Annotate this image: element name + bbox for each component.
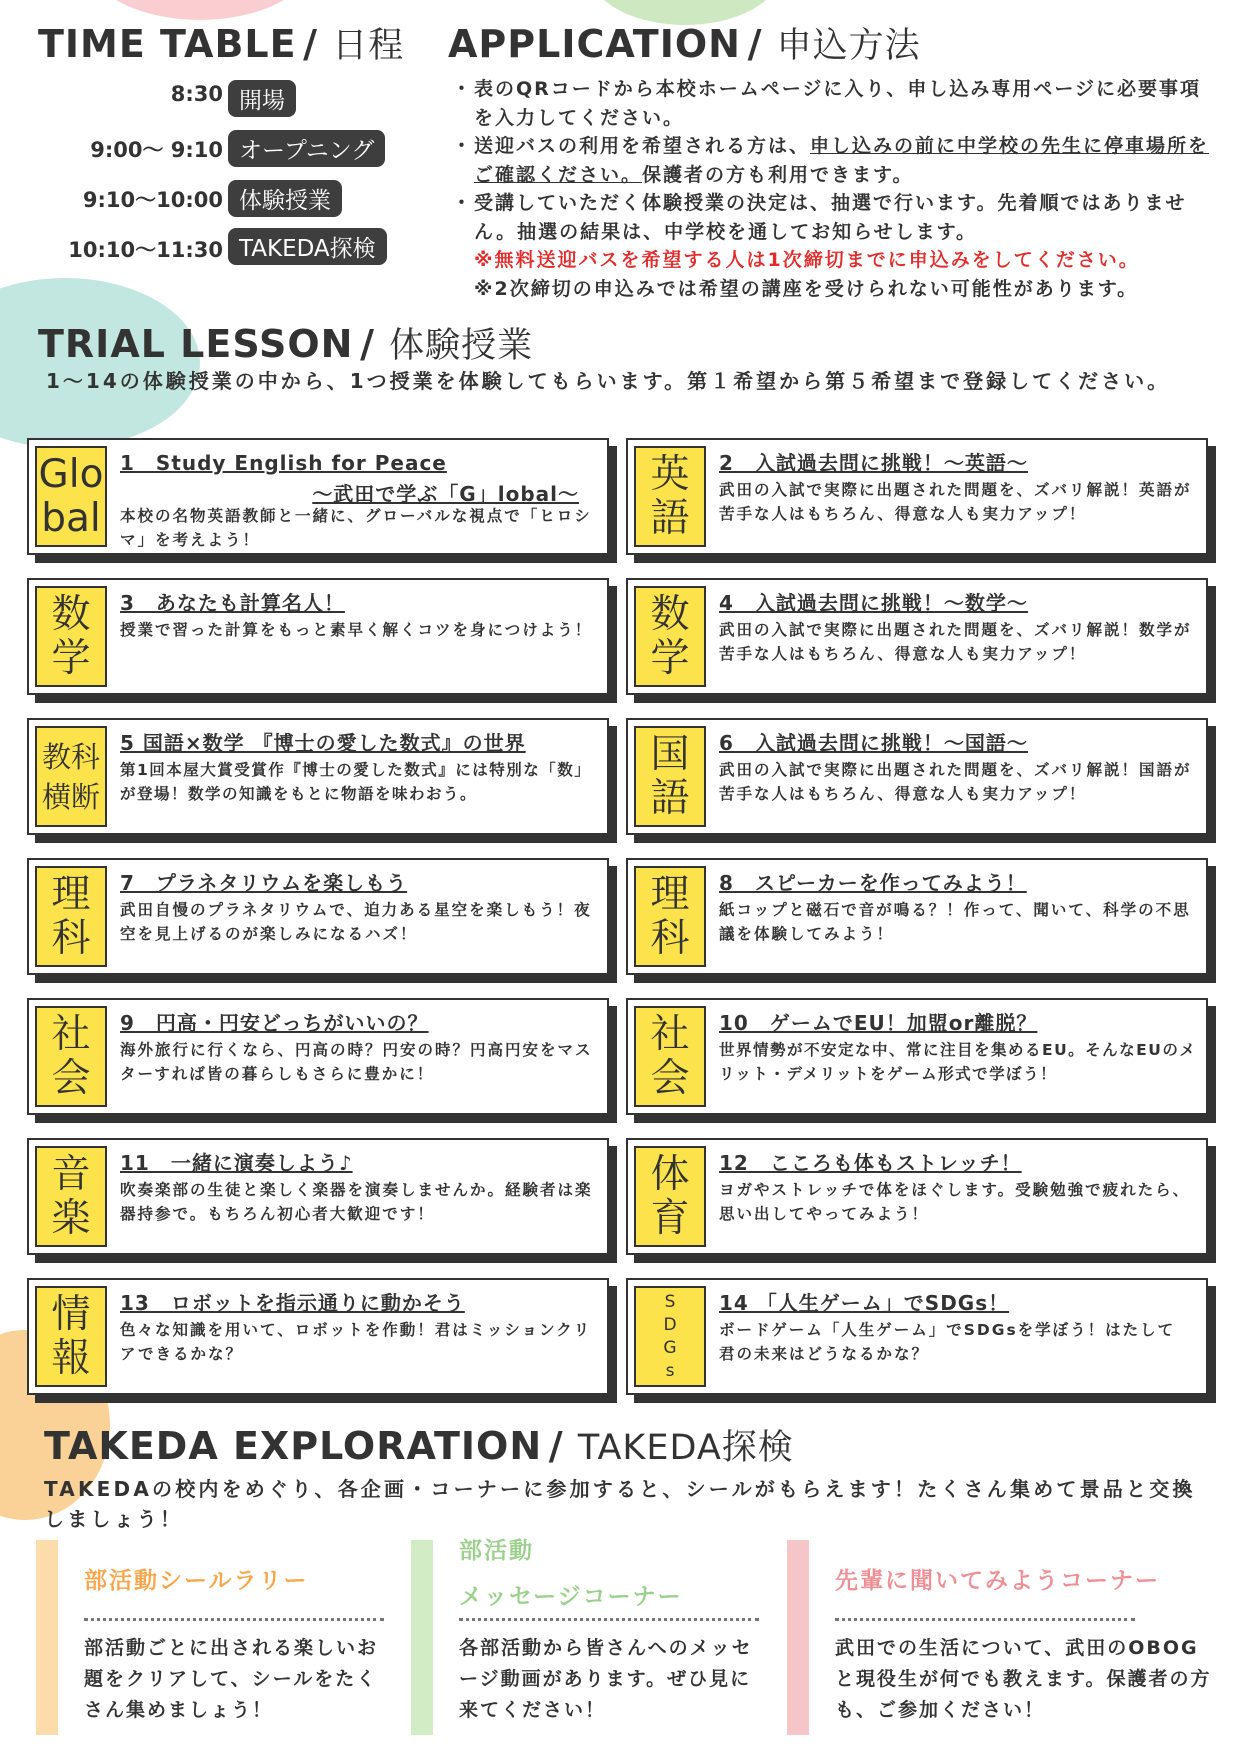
lesson-description: ヨガやストレッチで体をほぐします。受験勉強で疲れたら、思い出してやってみよう！ — [719, 1181, 1191, 1223]
message-corner-column — [411, 1540, 756, 1735]
lesson-title: 3 あなたも計算名人！ — [120, 591, 345, 615]
lesson-tag: 教科 横断 — [35, 726, 107, 827]
lesson-title: 5 国語×数学 『博士の愛した数式』の世界 — [120, 731, 526, 755]
lesson-description: 武田自慢のプラネタリウムで、迫力ある星空を楽しもう！夜空を見上げるのが楽しみになるハズ！ — [120, 901, 592, 943]
lesson-description: 海外旅行に行くなら、円高の時？円安の時？円高円安をマスターすれば皆の暮らしもさらに豊かに！ — [120, 1041, 593, 1083]
lesson-tag: S D G s — [634, 1286, 706, 1387]
timetable-row: 9:10〜10:00 — [82, 188, 223, 212]
lesson-card-9 — [27, 998, 609, 1115]
lesson-card-11 — [27, 1138, 609, 1255]
lesson-description: 第1回本屋大賞受賞作『博士の愛した数式』には特別な「数」が登場！数学の知識をもとに物語を味わおう。 — [120, 761, 592, 803]
lesson-title: 11 一緒に演奏しよう♪ — [120, 1151, 353, 1175]
lesson-title: 4 入試過去問に挑戦！〜数学〜 — [719, 591, 1028, 615]
sticker-rally-column — [36, 1540, 381, 1735]
lesson-description: 紙コップと磁石で音が鳴る？！作って、聞いて、科学の不思議を体験してみよう！ — [719, 901, 1191, 943]
column-title: 部活動シールラリー — [84, 1568, 309, 1594]
lesson-card-5 — [27, 718, 609, 835]
lesson-tag: 数 学 — [634, 586, 706, 687]
decorative-pink-blob — [80, 0, 320, 20]
lesson-tag: 社 会 — [35, 1006, 107, 1107]
lesson-title: 12 こころも体もストレッチ！ — [719, 1151, 1022, 1175]
lesson-tag: 理 科 — [634, 866, 706, 967]
timetable-row: 8:30 — [170, 82, 223, 106]
lesson-title: 1 Study English for Peace — [120, 451, 447, 475]
lesson-subtitle: 〜武田で学ぶ「G」lobal〜 — [312, 482, 579, 506]
lesson-description: 授業で習った計算をもっと素早く解くコツを身につけよう！ — [120, 621, 593, 639]
lesson-card-8 — [626, 858, 1208, 975]
lesson-card-10 — [626, 998, 1208, 1115]
lesson-description: 色々な知識を用いて、ロボットを作動！君はミッションクリアできるかな？ — [120, 1321, 592, 1363]
lesson-card-14 — [626, 1278, 1208, 1395]
lesson-card-13 — [27, 1278, 609, 1395]
timetable-event: 体験授業 — [228, 180, 342, 217]
accent-bar — [787, 1540, 809, 1735]
ask-seniors-column — [787, 1540, 1212, 1735]
lesson-card-1 — [27, 438, 609, 555]
lesson-description: 武田の入試で実際に出題された問題を、ズバリ解説！国語が苦手な人はもちろん、得意な人も実力アップ！ — [719, 761, 1192, 803]
application-item: ・ 受講していただく体験授業の決定は、抽選で行います。先着順ではありません。抽選の結果は、中学校を通してお知らせします。 — [452, 192, 1187, 243]
accent-bar — [36, 1540, 58, 1735]
bus-deadline-note: ※無料送迎バスを希望する人は1次締切までに申込みをしてください。 — [474, 249, 1140, 271]
lesson-tag: 英 語 — [634, 446, 706, 547]
timetable-event: 開場 — [228, 80, 296, 117]
timetable-event: TAKEDA探検 — [228, 228, 387, 265]
exploration-intro: TAKEDAの校内をめぐり、各企画・コーナーに参加すると、シールがもらえます！たくさん集めて景品と交換しましょう！ — [44, 1477, 1196, 1531]
lesson-description: ボードゲーム「人生ゲーム」でSDGsを学ぼう！はたして君の未来はどうなるかな？ — [719, 1321, 1176, 1363]
timetable-heading: TIME TABLE / 日程 — [38, 22, 405, 66]
column-text: 武田での生活について、武田のOBOGと現役生が何でも教えます。保護者の方も、ご参加ください！ — [835, 1637, 1212, 1721]
lesson-title: 6 入試過去問に挑戦！〜国語〜 — [719, 731, 1028, 755]
second-deadline-note: ※2次締切の申込みでは希望の講座を受けられない可能性があります。 — [474, 277, 1139, 300]
lesson-tag: 社 会 — [634, 1006, 706, 1107]
lesson-tag: 体 育 — [634, 1146, 706, 1247]
column-title: 先輩に聞いてみようコーナー — [835, 1568, 1160, 1594]
lesson-title: 13 ロボットを指示通りに動かそう — [120, 1291, 465, 1315]
application-details — [452, 75, 1222, 303]
dotted-divider — [459, 1618, 759, 1621]
lesson-title: 10 ゲームでEU！加盟or離脱？ — [719, 1011, 1038, 1035]
lesson-card-3 — [27, 578, 609, 695]
column-title: 部活動 メッセージコーナー — [459, 1538, 683, 1610]
accent-bar — [411, 1540, 433, 1735]
column-text: 各部活動から皆さんへのメッセージ動画があります。ぜひ見に来てください！ — [459, 1637, 753, 1721]
lesson-tag: 国 語 — [634, 726, 706, 827]
lesson-description: 本校の名物英語教師と一緒に、グローバルな視点で「ヒロシマ」を考えよう！ — [120, 507, 592, 549]
lesson-tag: 数 学 — [35, 586, 107, 687]
lesson-card-12 — [626, 1138, 1208, 1255]
column-text: 部活動ごとに出される楽しいお題をクリアして、シールをたくさん集めましょう！ — [84, 1637, 379, 1721]
lesson-title: 7 プラネタリウムを楽しもう — [120, 871, 408, 895]
lesson-tag: 情 報 — [35, 1286, 107, 1387]
lesson-card-4 — [626, 578, 1208, 695]
lesson-card-6 — [626, 718, 1208, 835]
timetable-row: 9:00〜 9:10 — [90, 138, 223, 162]
lesson-description: 武田の入試で実際に出題された問題を、ズバリ解説！英語が苦手な人はもちろん、得意な人も実力アップ！ — [719, 481, 1192, 523]
application-item: ・ 送迎バスの利用を希望される方は、申し込みの前に中学校の先生に停車場所をご確認ください。保護者の方も利用できます。 — [452, 135, 1210, 186]
trial-intro: 1〜14の体験授業の中から、1つ授業を体験してもらいます。第１希望から第５希望まで登録してください。 — [46, 369, 1171, 393]
dotted-divider — [835, 1618, 1135, 1621]
lesson-title: 2 入試過去問に挑戦！〜英語〜 — [719, 451, 1028, 475]
lesson-card-7 — [27, 858, 609, 975]
lesson-title: 14 「人生ゲーム」でSDGs！ — [719, 1291, 1010, 1315]
lesson-title: 9 円高・円安どっちがいいの？ — [120, 1011, 429, 1035]
application-item: ・ 表のQRコードから本校ホームページに入り、申し込み専用ページに必要事項を入力してください。 — [452, 78, 1202, 129]
application-heading: APPLICATION / 申込方法 — [448, 22, 921, 66]
lesson-card-2 — [626, 438, 1208, 555]
lesson-title: 8 スピーカーを作ってみよう！ — [719, 871, 1027, 895]
trial-heading: TRIAL LESSON / 体験授業 — [38, 322, 534, 366]
lesson-description: 武田の入試で実際に出題された問題を、ズバリ解説！数学が苦手な人はもちろん、得意な人も実力アップ！ — [719, 621, 1192, 663]
timetable-row: 10:10〜11:30 — [68, 238, 223, 262]
lesson-tag: 理 科 — [35, 866, 107, 967]
lesson-tag: 音 楽 — [35, 1146, 107, 1247]
lesson-description: 世界情勢が不安定な中、常に注目を集めるEU。そんなEUのメリット・デメリットをゲーム形式で学ぼう！ — [719, 1041, 1197, 1083]
lesson-description: 吹奏楽部の生徒と楽しく楽器を演奏しませんか。経験者は楽器持参で。もちろん初心者大歓迎です！ — [120, 1181, 593, 1223]
dotted-divider — [84, 1618, 384, 1621]
exploration-heading: TAKEDA EXPLORATION / TAKEDA探検 — [44, 1424, 794, 1468]
timetable-event: オープニング — [228, 130, 385, 167]
lesson-tag: Glo bal — [35, 446, 107, 547]
